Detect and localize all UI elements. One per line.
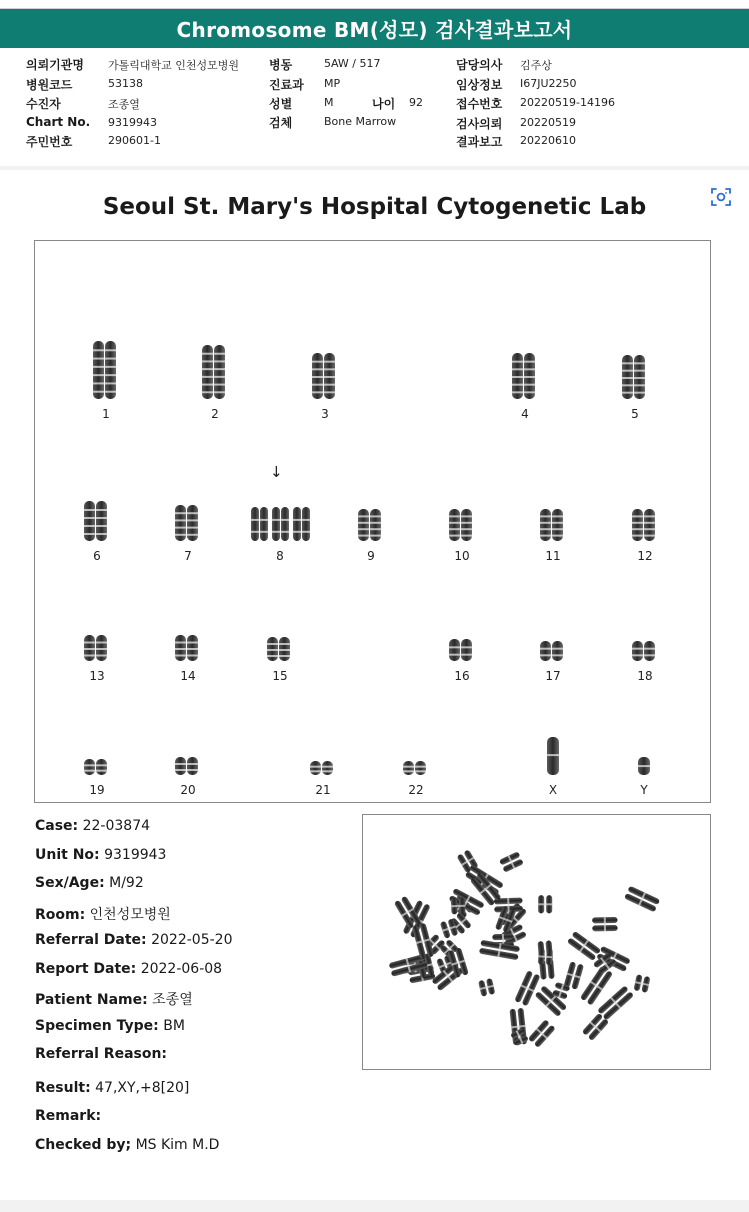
camera-scan-icon[interactable] — [710, 186, 732, 208]
chromosome-number: 19 — [89, 783, 105, 797]
report-field — [35, 1018, 185, 1034]
chromosome-y — [619, 755, 669, 797]
info-value: 9319943 — [108, 116, 157, 129]
chromosome-6 — [72, 499, 122, 563]
chromosome-20 — [163, 755, 213, 797]
chromosome-7 — [163, 503, 213, 563]
field-value: 9319943 — [104, 847, 167, 863]
field-label: Remark: — [35, 1108, 102, 1124]
field-label: Report Date: — [35, 961, 137, 977]
report-title: Chromosome BM(성모) 검사결과보고서 — [0, 9, 749, 48]
chromosome-number: 14 — [180, 669, 196, 683]
field-label: Sex/Age: — [35, 875, 105, 891]
chromosome-2 — [190, 343, 240, 421]
info-label: 검체 — [269, 116, 293, 130]
report-field — [35, 932, 232, 948]
field-label: Room: — [35, 907, 86, 923]
field-value: M/92 — [109, 875, 144, 891]
report-field — [35, 847, 166, 863]
report-field — [35, 989, 193, 1009]
chromosome-12 — [620, 507, 670, 563]
report-field — [35, 1108, 101, 1124]
info-label: Chart No. — [26, 115, 91, 129]
field-value: 2022-05-20 — [151, 932, 233, 948]
chromosome-number: 2 — [211, 407, 219, 421]
chromosome-number: 18 — [637, 669, 653, 683]
chromosome-number: 3 — [321, 407, 329, 421]
info-label: 임상정보 — [456, 78, 503, 92]
field-label: Unit No: — [35, 847, 100, 863]
field-value: BM — [163, 1018, 185, 1034]
info-label: 진료과 — [269, 78, 304, 92]
info-label: 의뢰기관명 — [26, 58, 84, 72]
report-field — [35, 1080, 189, 1096]
info-value: 20220519 — [520, 116, 576, 129]
chromosome-5 — [610, 353, 660, 421]
report-field — [35, 961, 222, 977]
chromosome-8 — [255, 505, 305, 563]
chromosome-17 — [528, 639, 578, 683]
chromosome-14 — [163, 633, 213, 683]
field-label: Patient Name: — [35, 992, 148, 1008]
report-field — [35, 1046, 167, 1062]
chromosome-number: 20 — [180, 783, 196, 797]
report-field — [35, 818, 150, 834]
chromosome-number: 16 — [454, 669, 470, 683]
chromosome-1 — [81, 339, 131, 421]
chromosome-21 — [298, 759, 348, 797]
info-label: 주민번호 — [26, 135, 73, 149]
report-field — [35, 1137, 219, 1153]
chromosome-number: 11 — [545, 549, 561, 563]
chromosome-number: 13 — [89, 669, 105, 683]
chromosome-x — [528, 735, 578, 797]
chromosome-number: 5 — [631, 407, 639, 421]
lab-title: Seoul St. Mary's Hospital Cytogenetic Lab — [102, 194, 647, 220]
chromosome-9 — [346, 507, 396, 563]
chromosome-16 — [437, 637, 487, 683]
report-field — [35, 875, 144, 891]
info-value: 김주상 — [520, 59, 552, 72]
chromosome-10 — [437, 507, 487, 563]
report-body — [0, 170, 749, 1200]
chromosome-22 — [391, 759, 441, 797]
chromosome-number: 1 — [102, 407, 110, 421]
info-label: 담당의사 — [456, 58, 503, 72]
info-value: 가톨릭대학교 인천성모병원 — [108, 59, 240, 72]
chromosome-19 — [72, 757, 122, 797]
field-label: Referral Date: — [35, 932, 147, 948]
chromosome-11 — [528, 507, 578, 563]
chromosome-4 — [500, 351, 550, 421]
chromosome-18 — [620, 639, 670, 683]
chromosome-number: 21 — [315, 783, 331, 797]
info-label: 성별 — [269, 97, 293, 111]
info-value: M — [324, 96, 334, 109]
field-label: Referral Reason: — [35, 1046, 168, 1062]
chromosome-15 — [255, 635, 305, 683]
info-value: I67JU2250 — [520, 77, 577, 90]
karyogram — [34, 240, 711, 803]
info-label: 병원코드 — [26, 78, 73, 92]
field-value: 22-03874 — [82, 818, 151, 834]
info-label: 결과보고 — [456, 135, 503, 149]
field-value: MS Kim M.D — [135, 1137, 220, 1153]
info-label: 수진자 — [26, 97, 61, 111]
chromosome-number: 9 — [367, 549, 375, 563]
field-value: 47,XY,+8[20] — [95, 1080, 190, 1096]
info-label: 병동 — [269, 58, 293, 72]
info-label: 나이 — [372, 97, 396, 111]
chromosome-3 — [300, 351, 350, 421]
metaphase-spread-image — [362, 814, 711, 1070]
field-label: Result: — [35, 1080, 91, 1096]
report-field — [35, 904, 171, 924]
chromosome-number: X — [548, 783, 558, 797]
field-label: Checked by; — [35, 1137, 132, 1153]
chromosome-number: 8 — [276, 549, 284, 563]
info-label: 접수번호 — [456, 97, 503, 111]
chromosome-number: 7 — [184, 549, 192, 563]
chromosome-number: 22 — [408, 783, 424, 797]
info-value: Bone Marrow — [324, 115, 397, 128]
chromosome-number: 4 — [521, 407, 529, 421]
field-value: 조종열 — [152, 992, 193, 1008]
info-label: 검사의뢰 — [456, 117, 503, 131]
field-label: Case: — [35, 818, 79, 834]
info-value: 92 — [409, 96, 423, 109]
field-value: 2022-06-08 — [140, 961, 223, 977]
patient-info-panel — [0, 48, 749, 166]
chromosome-number: 10 — [454, 549, 470, 563]
field-label: Specimen Type: — [35, 1018, 159, 1034]
info-value: MP — [324, 77, 341, 90]
info-value: 5AW / 517 — [324, 57, 381, 70]
chromosome-number: 17 — [545, 669, 561, 683]
info-value: 조종열 — [108, 98, 140, 111]
chromosome-number: 12 — [637, 549, 653, 563]
chromosome-number: Y — [640, 783, 648, 797]
field-value: 인천성모병원 — [89, 907, 171, 923]
info-value: 290601-1 — [108, 134, 161, 147]
top-edge — [0, 0, 749, 9]
chromosome-number: 15 — [272, 669, 288, 683]
chromosome-number: 6 — [93, 549, 101, 563]
info-value: 20220519-14196 — [520, 96, 615, 109]
info-value: 53138 — [108, 77, 143, 90]
abnormality-arrow-icon: ↓ — [270, 463, 283, 481]
chromosome-13 — [72, 633, 122, 683]
info-value: 20220610 — [520, 134, 576, 147]
